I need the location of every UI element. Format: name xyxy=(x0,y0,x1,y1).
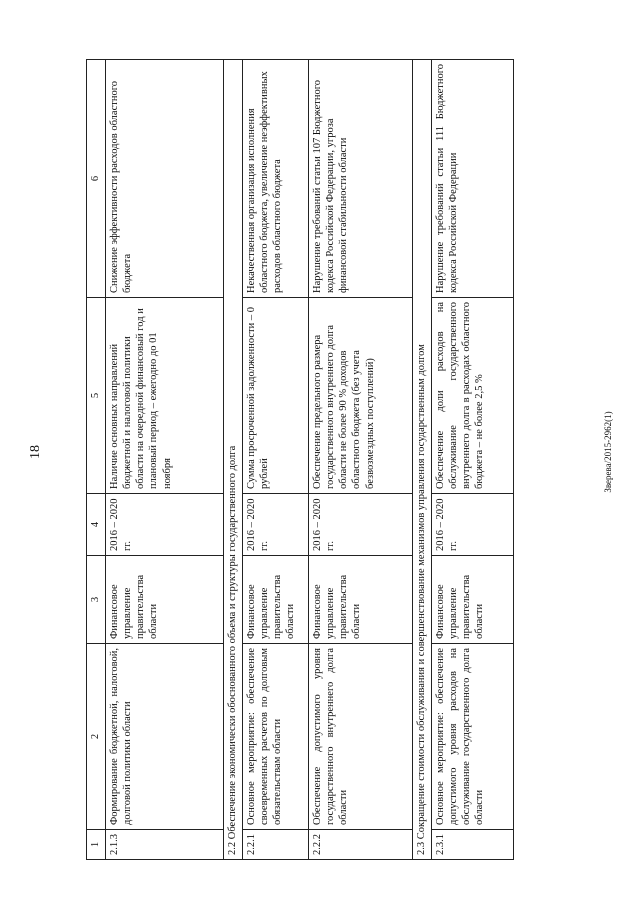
rotated-table-container xyxy=(86,60,566,860)
activity-cell: Обеспечение допустимого уровня государственного внутреннего долга области xyxy=(309,644,413,830)
period-cell: 2016 – 2020 гг. xyxy=(243,494,309,556)
column-header: 2 xyxy=(87,644,106,830)
column-header: 4 xyxy=(87,494,106,556)
column-header: 3 xyxy=(87,556,106,644)
section-title: 2.2 Обеспечение экономически обоснованного объема и структуры государственного долга xyxy=(224,60,243,860)
activity-cell: Основное мероприятие: обеспечение допустимого уровня расходов на обслуживание государственного долга области xyxy=(432,644,514,830)
result-cell: Обеспечение доли расходов на обслуживание государственного внутреннего долга в расходах областного бюджета – не более 2,5 % xyxy=(432,298,514,494)
consequences-cell: Нарушение требований статьи 107 Бюджетного кодекса Российской Федерации, угроза финансовой стабильности области xyxy=(309,60,413,298)
row-number: 2.1.3 xyxy=(106,830,224,860)
row-number: 2.2.2 xyxy=(309,830,413,860)
result-cell: Обеспечение предельного размера государственного внутреннего долга области не более 90 % доходов областного бюджета (без учета безвозмездных поступлений) xyxy=(309,298,413,494)
table-header-row xyxy=(87,60,106,860)
row-number: 2.2.1 xyxy=(243,830,309,860)
executor-cell: Финансовое управление правительства области xyxy=(243,556,309,644)
consequences-cell: Нарушение требований статьи 111 Бюджетного кодекса Российской Федерации xyxy=(432,60,514,298)
section-row xyxy=(413,60,432,860)
period-cell: 2016 – 2020 гг. xyxy=(309,494,413,556)
result-cell: Сумма просроченной задолженности – 0 рублей xyxy=(243,298,309,494)
table-row xyxy=(106,60,224,860)
executor-cell: Финансовое управление правительства области xyxy=(432,556,514,644)
consequences-cell: Некачественная организация исполнения областного бюджета, увеличение неэффективных расходов областного бюджета xyxy=(243,60,309,298)
activity-cell: Формирование бюджетной, налоговой, долговой политики области xyxy=(106,644,224,830)
executor-cell: Финансовое управление правительства области xyxy=(106,556,224,644)
section-title: 2.3 Сокращение стоимости обслуживания и совершенствование механизмов управления государственным долгом xyxy=(413,60,432,860)
period-cell: 2016 – 2020 гг. xyxy=(106,494,224,556)
executor-cell: Финансовое управление правительства области xyxy=(309,556,413,644)
column-header: 6 xyxy=(87,60,106,298)
section-row xyxy=(224,60,243,860)
column-header: 5 xyxy=(87,298,106,494)
activity-cell: Основное мероприятие: обеспечение своевременных расчетов по долговым обязательствам области xyxy=(243,644,309,830)
column-header: 1 xyxy=(87,830,106,860)
result-cell: Наличие основных направлений бюджетной и налоговой политики области на очередной финансовый год и плановый период – ежегодно до 01 ноября xyxy=(106,298,224,494)
program-activities-table xyxy=(86,59,514,860)
consequences-cell: Снижение эффективности расходов областного бюджета xyxy=(106,60,224,298)
table-row xyxy=(309,60,413,860)
period-cell: 2016 – 2020 гг. xyxy=(432,494,514,556)
document-code: Зверева/2015-2962(1) xyxy=(603,411,613,493)
row-number: 2.3.1 xyxy=(432,830,514,860)
page-number: 18 xyxy=(28,445,43,459)
table-row xyxy=(432,60,514,860)
table-row xyxy=(243,60,309,860)
